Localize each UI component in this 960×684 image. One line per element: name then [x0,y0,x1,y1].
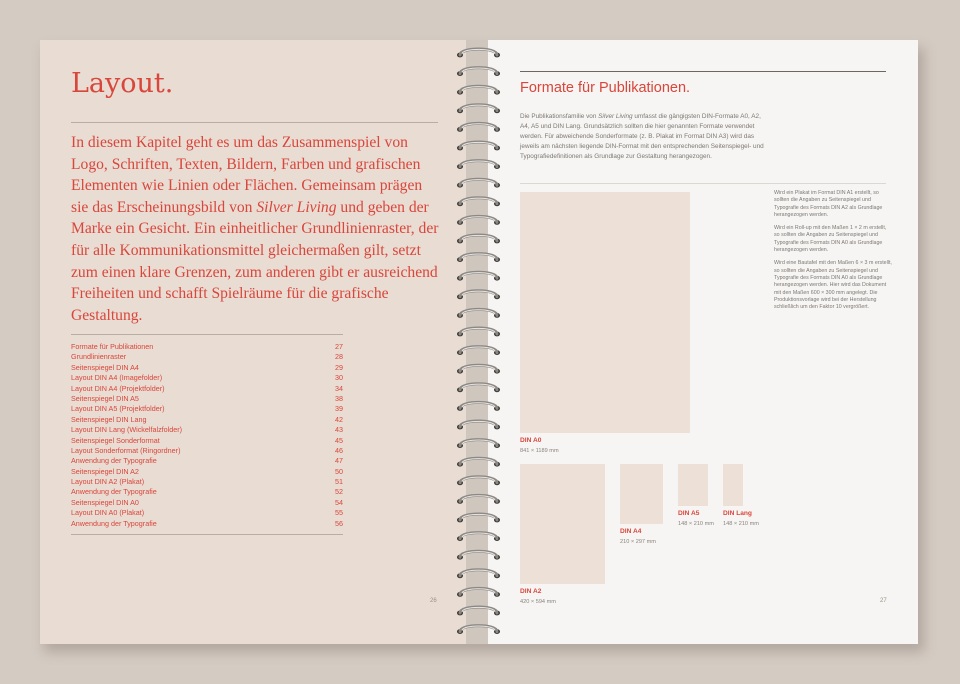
title-rule-right [520,71,886,72]
intro-brand-name: Silver Living [256,198,337,216]
desc-text-end: umfasst die gängigsten DIN-Formate A0, A2, A4, A5 und DIN Lang. Grundsätzlich sollten die hier genannten Formate verwendet werden. Für abweichende Sonderformate (z. B. Plakat im Format DIN A3) wird das jeweils am nächsten liegende DIN-Format mit den entsprechenden Seitenspiegel- und Typografiedefinitionen als Grundlage zur Gestaltung herangezogen. [520,113,764,160]
desc-brand-name: Silver Living [598,113,633,120]
toc-label: Layout DIN A0 (Plakat) [71,508,145,518]
note-roll-up: Wird ein Roll-up mit den Maßen 1 × 2 m erstellt, so sollten die Angaben zu Seitenspiegel und Typografie des Formats DIN A0 als Grundlage herangezogen werden. [774,225,887,254]
toc-entry[interactable] [71,446,343,456]
toc-entry[interactable] [71,425,343,435]
toc-label: Grundlinienraster [71,352,127,362]
toc-entry[interactable] [71,436,343,446]
toc-label: Layout DIN Lang (Wickelfalzfolder) [71,425,183,435]
toc-page: 28 [335,352,343,362]
format-size-din-lang: 148 × 210 mm [723,521,759,527]
toc-page: 46 [335,445,343,455]
spiral-ring [457,477,500,485]
page-number-right: 27 [880,598,887,604]
toc-page: 29 [335,362,343,372]
spiral-ring [457,626,500,634]
toc-label: Layout DIN A4 (Projektfolder) [71,383,165,393]
spiral-ring [457,328,500,336]
section-rule [520,183,886,184]
toc-entry[interactable] [71,498,343,508]
toc-page: 54 [335,497,343,507]
toc-page: 39 [335,404,343,414]
format-label-din-lang: DIN Lang [723,510,752,517]
spiral-ring [457,588,500,596]
toc-page: 38 [335,393,343,403]
spiral-ring [457,458,500,466]
toc-page: 34 [335,383,343,393]
spiral-ring [457,142,500,150]
title-rule [71,122,438,123]
toc-label: Seitenspiegel DIN A0 [71,497,139,507]
toc-page: 47 [335,456,343,466]
intro-text-end: und geben der Marke ein Gesicht. Ein einheitlicher Grundlinienraster, der für alle Kommunikationsmittel gleichermaßen gilt, setzt zum einen klare Grenzen, zum anderen gibt er ausreichend Freiheiten und schafft Spielräume für die grafische Gestaltung. [71,198,439,324]
toc-entry[interactable] [71,352,343,362]
format-label-din-a2: DIN A2 [520,588,542,595]
spiral-ring [457,179,500,187]
toc-entry[interactable] [71,384,343,394]
right-page [488,40,918,644]
toc-entry[interactable] [71,456,343,466]
spiral-ring [457,551,500,559]
spiral-ring [457,607,500,615]
spiral-ring [457,68,500,76]
page-number-left: 26 [430,598,437,604]
toc-label: Seitenspiegel DIN A4 [71,362,139,372]
toc-top-rule [71,334,343,335]
intro-text-start: In diesem Kapitel geht es um das Zusammenspiel von Logo, Schriften, Texten, Bildern, Farben und grafischen Elementen wie Linien oder Flächen. Gemeinsam prägen sie das Erscheinungsbild von [71,134,423,216]
spiral-ring [457,365,500,373]
format-box-din-lang [723,464,743,506]
section-title: Formate für Publikationen. [520,80,691,96]
spiral-ring [457,440,500,448]
toc-entry[interactable] [71,363,343,373]
format-label-din-a4: DIN A4 [620,528,642,535]
toc-entry[interactable] [71,342,343,352]
spiral-ring [457,421,500,429]
toc-label: Seitenspiegel DIN Lang [71,414,147,424]
spiral-ring [457,291,500,299]
spiral-ring [457,235,500,243]
format-label-din-a0: DIN A0 [520,437,542,444]
spiral-ring [457,384,500,392]
toc-entry[interactable] [71,508,343,518]
toc-entry[interactable] [71,394,343,404]
toc-entry[interactable] [71,519,343,529]
spiral-ring [457,161,500,169]
toc-entry[interactable] [71,404,343,414]
toc-label: Layout Sonderformat (Ringordner) [71,445,181,455]
toc-page: 56 [335,518,343,528]
spiral-ring [457,123,500,131]
spiral-ring [457,86,500,94]
format-box-din-a4 [620,464,663,524]
spiral-binding [452,40,504,644]
toc-entry[interactable] [71,487,343,497]
toc-entry[interactable] [71,467,343,477]
toc-page: 27 [335,342,343,351]
toc-page: 43 [335,425,343,435]
spiral-ring [457,254,500,262]
spiral-ring [457,198,500,206]
toc-page: 55 [335,508,343,518]
toc-label: Formate für Publikationen [71,342,154,351]
section-description [520,112,770,162]
format-notes [774,190,892,317]
toc-page: 51 [335,477,343,487]
spiral-ring [457,347,500,355]
chapter-intro [71,132,443,326]
chapter-title: Layout. [71,68,174,99]
spiral-ring [457,49,500,57]
format-box-din-a5 [678,464,708,506]
desc-text-start: Die Publikationsfamilie von [520,113,599,120]
toc-page: 52 [335,487,343,497]
toc-label: Anwendung der Typografie [71,518,157,528]
spiral-ring [457,514,500,522]
left-page [40,40,466,644]
toc-label: Seitenspiegel DIN A2 [71,466,139,476]
spiral-ring [457,216,500,224]
note-bautafel: Wird eine Bautafel mit den Maßen 6 × 3 m erstellt, so sollten die Angaben zu Seitenspiegel und Typografie des Formats DIN A0 als Grundlage herangezogen werden. Hier wird das Dokument mit den Maßen 600 × 300 mm angelegt. Die Produktionsvorlage wird bei der Herstellung schließlich um den Faktor 10 vergrößert. [774,260,892,311]
format-label-din-a5: DIN A5 [678,510,700,517]
toc-page: 42 [335,414,343,424]
spiral-ring [457,309,500,317]
toc-label: Seitenspiegel DIN A5 [71,393,139,403]
toc-label: Layout DIN A5 (Projektfolder) [71,404,165,414]
format-size-din-a5: 148 × 210 mm [678,521,714,527]
toc-page: 50 [335,466,343,476]
format-size-din-a4: 210 × 297 mm [620,539,656,545]
spiral-ring [457,495,500,503]
spiral-ring [457,533,500,541]
table-of-contents [71,342,343,529]
toc-label: Anwendung der Typografie [71,487,157,497]
toc-page: 45 [335,435,343,445]
toc-bottom-rule [71,534,343,535]
spiral-ring [457,402,500,410]
format-box-din-a2 [520,464,605,584]
spiral-ring [457,570,500,578]
spiral-ring [457,272,500,280]
toc-label: Anwendung der Typografie [71,456,157,466]
spiral-ring [457,105,500,113]
toc-label: Seitenspiegel Sonderformat [71,435,160,445]
toc-page: 30 [335,373,343,383]
format-size-din-a2: 420 × 594 mm [520,599,556,605]
toc-label: Layout DIN A4 (Imagefolder) [71,373,163,383]
toc-entry[interactable] [71,415,343,425]
toc-entry[interactable] [71,373,343,383]
note-din-a1: Wird ein Plakat im Format DIN A1 erstellt, so sollten die Angaben zu Seitenspiegel und Typografie des Formats DIN A2 als Grundlage herangezogen werden. [774,190,883,218]
toc-entry[interactable] [71,477,343,487]
format-box-din-a0 [520,192,690,433]
format-size-din-a0: 841 × 1189 mm [520,448,559,454]
toc-label: Layout DIN A2 (Plakat) [71,477,145,487]
